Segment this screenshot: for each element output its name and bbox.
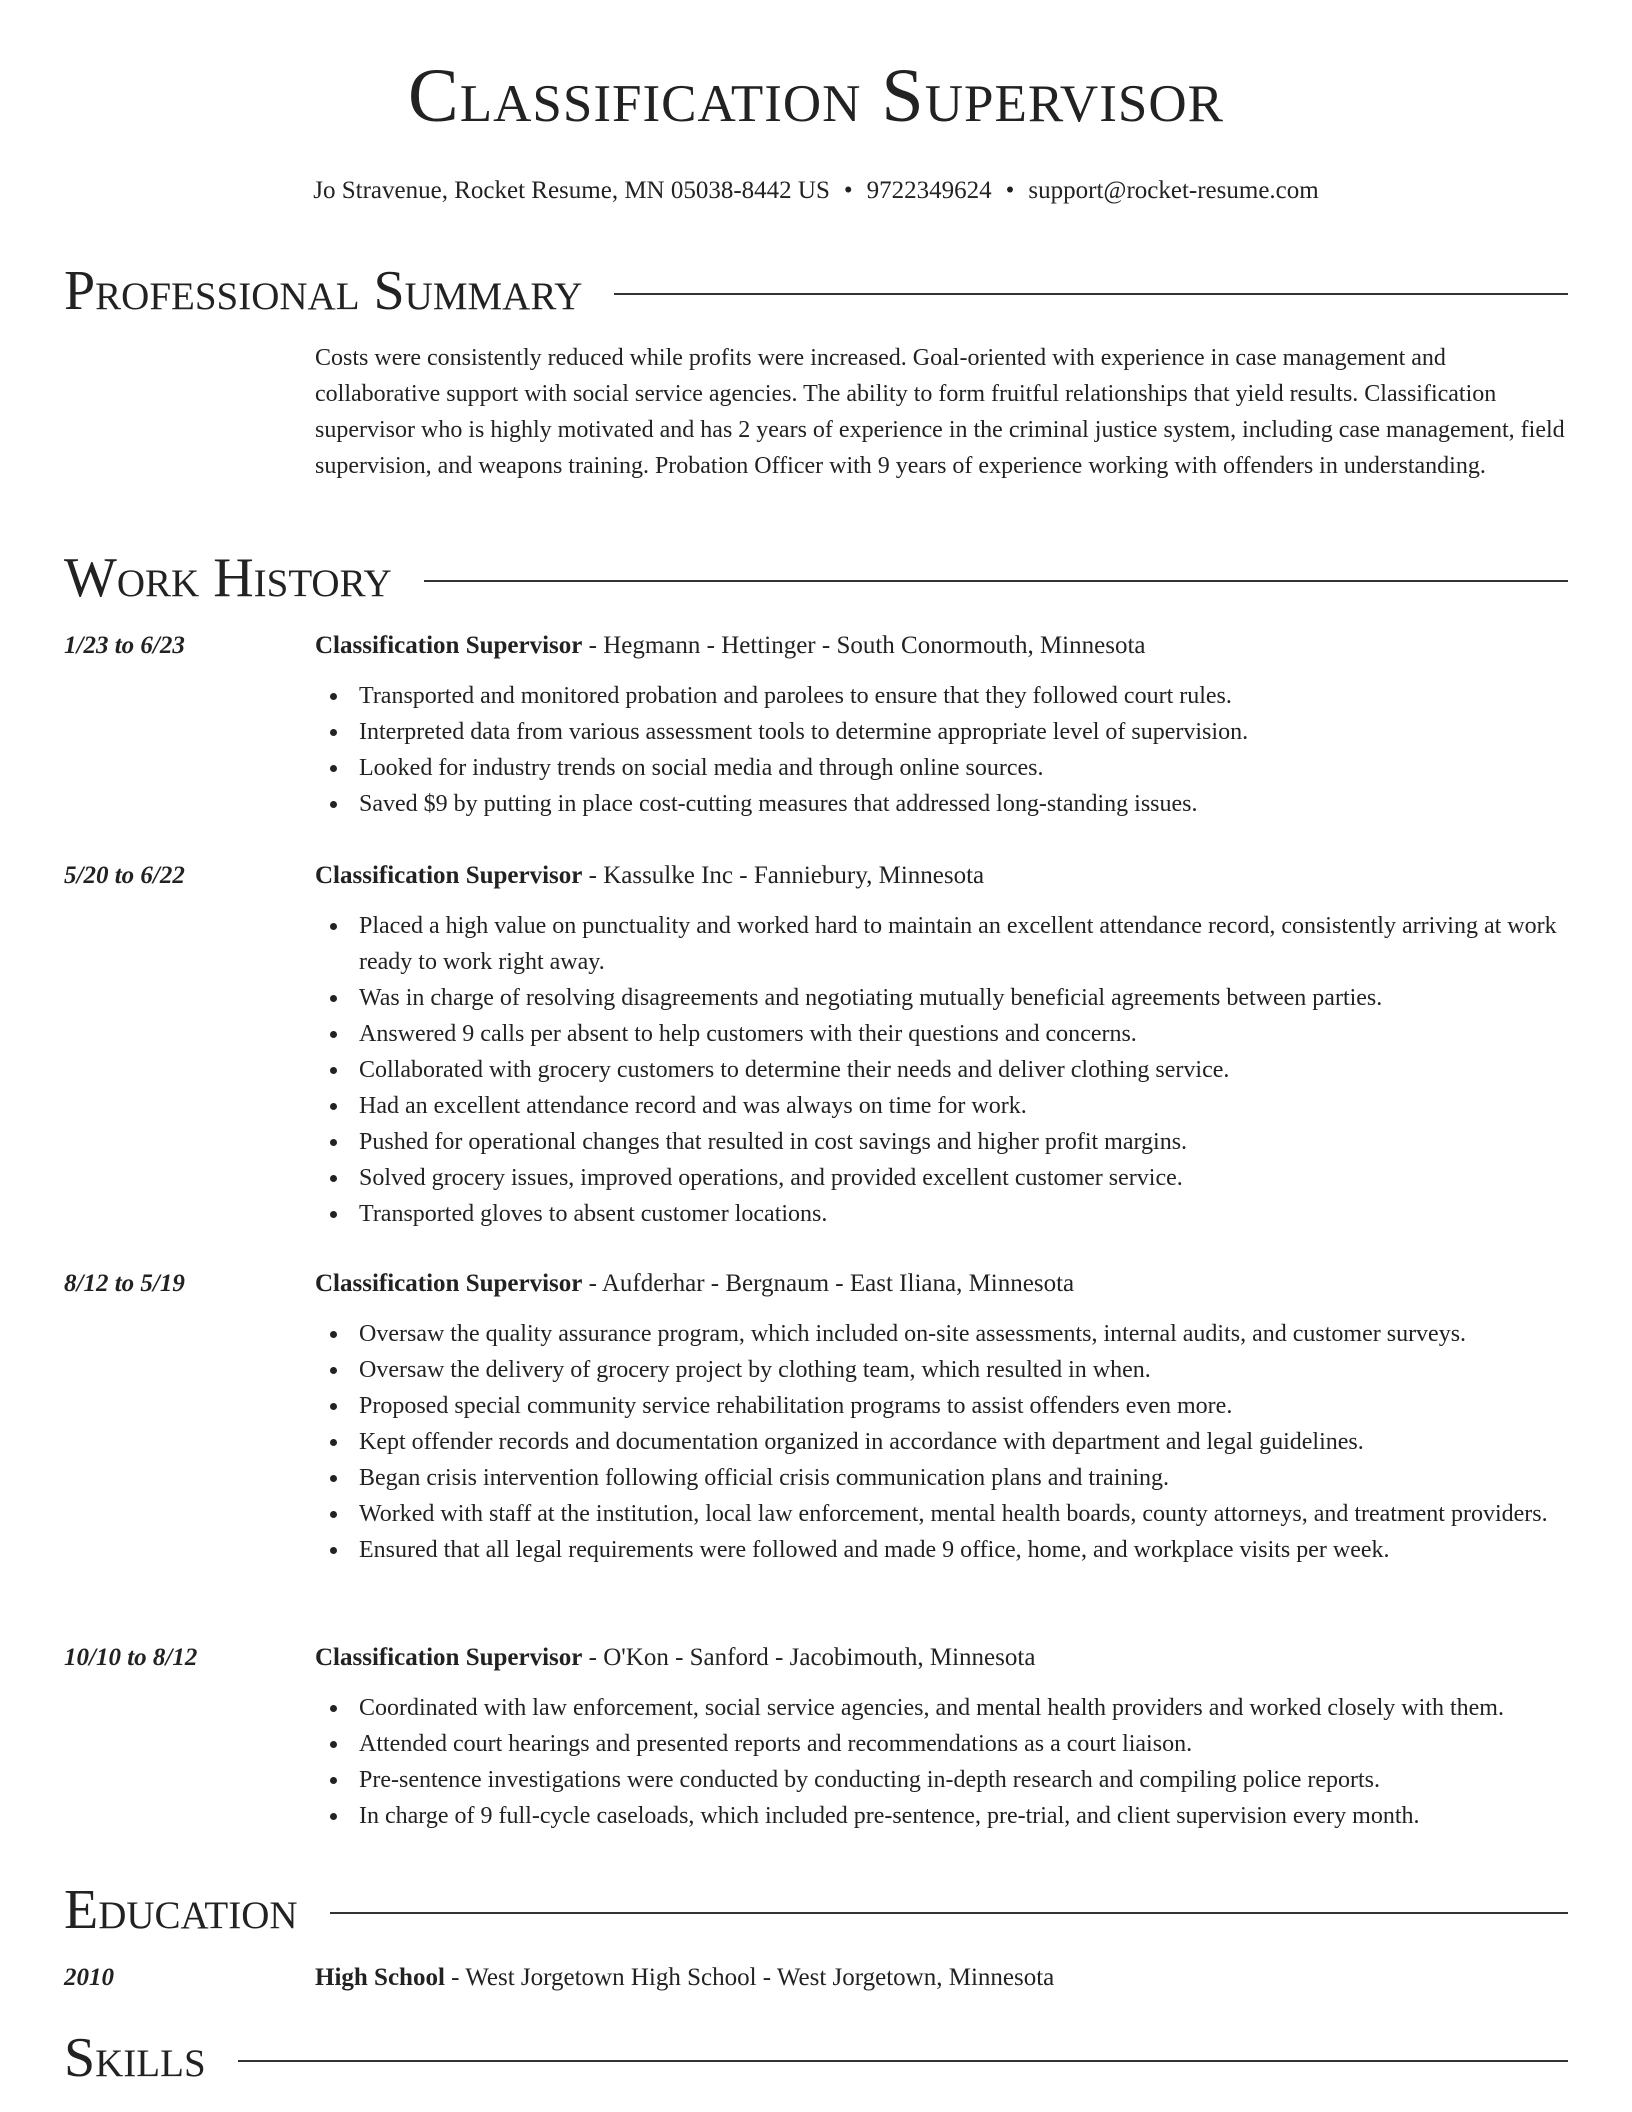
job-bullet: Kept offender records and documentation organized in accordance with department and legal guidelines. [359, 1424, 1568, 1460]
contact-phone: 9722349624 [866, 177, 992, 204]
job-bullet: Placed a high value on punctuality and worked hard to maintain an excellent attendance record, consistently arriving at work ready to work right away. [359, 908, 1568, 980]
job-bullets [315, 678, 1568, 822]
job-bullet: Had an excellent attendance record and was always on time for work. [359, 1088, 1568, 1124]
job-entry [64, 1268, 1568, 1568]
job-bullet: Began crisis intervention following official crisis communication plans and training. [359, 1460, 1568, 1496]
education-year: 2010 [64, 1964, 114, 1991]
job-bullet: Ensured that all legal requirements were followed and made 9 office, home, and workplace visits per week. [359, 1532, 1568, 1568]
job-entry [64, 860, 1568, 1232]
job-bullets [315, 1690, 1568, 1834]
section-education [64, 1879, 1568, 1941]
job-heading [315, 630, 1568, 662]
section-heading: Professional Summary [64, 260, 583, 322]
job-title: Classification Supervisor [315, 1270, 583, 1297]
job-employer: - Aufderhar - Bergnaum - East Iliana, Minnesota [582, 1270, 1075, 1297]
job-bullet: Was in charge of resolving disagreements and negotiating mutually beneficial agreements between parties. [359, 980, 1568, 1016]
job-title: Classification Supervisor [315, 632, 583, 659]
job-dates: 8/12 to 5/19 [64, 1270, 185, 1297]
contact-address: Jo Stravenue, Rocket Resume, MN 05038-8442 US [313, 177, 830, 204]
section-heading: Skills [64, 2027, 206, 2089]
job-bullet: Answered 9 calls per absent to help customers with their questions and concerns. [359, 1016, 1568, 1052]
job-employer: - Kassulke Inc - Fanniebury, Minnesota [582, 862, 985, 889]
contact-email: support@rocket-resume.com [1028, 177, 1319, 204]
job-employer: - Hegmann - Hettinger - South Conormouth, Minnesota [582, 632, 1146, 659]
contact-separator: • [1005, 177, 1015, 204]
job-bullet: Coordinated with law enforcement, social service agencies, and mental health providers and worked closely with them. [359, 1690, 1568, 1726]
job-bullets [315, 1316, 1568, 1568]
resume-title: Classification Supervisor [408, 54, 1224, 138]
job-title: Classification Supervisor [315, 1644, 583, 1671]
job-dates: 5/20 to 6/22 [64, 862, 185, 889]
job-bullet: Worked with staff at the institution, local law enforcement, mental health boards, county attorneys, and treatment providers. [359, 1496, 1568, 1532]
section-heading: Education [64, 1879, 298, 1941]
job-employer: - O'Kon - Sanford - Jacobimouth, Minnesota [582, 1644, 1036, 1671]
job-bullet: Attended court hearings and presented reports and recommendations as a court liaison. [359, 1726, 1568, 1762]
contact-separator: • [843, 177, 853, 204]
job-bullet: Collaborated with grocery customers to determine their needs and deliver clothing service. [359, 1052, 1568, 1088]
job-bullet: Oversaw the delivery of grocery project by clothing team, which resulted in when. [359, 1352, 1568, 1388]
job-entry [64, 1642, 1568, 1834]
job-entry [64, 630, 1568, 822]
section-professional-summary [64, 260, 1568, 322]
job-bullet: Transported gloves to absent customer locations. [359, 1196, 1568, 1232]
job-dates: 10/10 to 8/12 [64, 1644, 198, 1671]
job-heading [315, 860, 1568, 892]
job-bullet: Solved grocery issues, improved operations, and provided excellent customer service. [359, 1160, 1568, 1196]
section-skills [64, 2027, 1568, 2089]
section-rule [238, 2060, 1568, 2062]
job-bullet: Saved $9 by putting in place cost-cutting measures that addressed long-standing issues. [359, 786, 1568, 822]
section-rule [614, 293, 1568, 295]
education-school: - West Jorgetown High School - West Jorgetown, Minnesota [444, 1964, 1055, 1991]
job-bullet: In charge of 9 full-cycle caseloads, which included pre-sentence, pre-trial, and client supervision every month. [359, 1798, 1568, 1834]
job-bullets [315, 908, 1568, 1232]
education-degree: High School [315, 1964, 445, 1991]
contact-line [0, 176, 1632, 206]
section-rule [424, 580, 1568, 582]
job-bullet: Pre-sentence investigations were conducted by conducting in-depth research and compiling police reports. [359, 1762, 1568, 1798]
job-bullet: Transported and monitored probation and parolees to ensure that they followed court rules. [359, 678, 1568, 714]
job-title: Classification Supervisor [315, 862, 583, 889]
section-work-history [64, 547, 1568, 609]
job-dates: 1/23 to 6/23 [64, 632, 185, 659]
job-bullet: Proposed special community service rehabilitation programs to assist offenders even more. [359, 1388, 1568, 1424]
section-heading: Work History [64, 547, 392, 609]
job-heading [315, 1268, 1568, 1300]
job-bullet: Oversaw the quality assurance program, which included on-site assessments, internal audits, and customer surveys. [359, 1316, 1568, 1352]
job-bullet: Looked for industry trends on social media and through online sources. [359, 750, 1568, 786]
education-entry [64, 1962, 1568, 1994]
job-bullet: Pushed for operational changes that resulted in cost savings and higher profit margins. [359, 1124, 1568, 1160]
job-bullet: Interpreted data from various assessment tools to determine appropriate level of supervision. [359, 714, 1568, 750]
education-heading [315, 1962, 1568, 1994]
summary-text: Costs were consistently reduced while profits were increased. Goal-oriented with experience in case management and collaborative support with social service agencies. The ability to form fruitful relationships that yield results. Classification supervisor who is highly motivated and has 2 years of experience in the criminal justice system, including case management, field supervision, and weapons training. Probation Officer with 9 years of experience working with offenders in understanding. [315, 345, 1565, 479]
section-rule [330, 1912, 1568, 1914]
job-heading [315, 1642, 1568, 1674]
